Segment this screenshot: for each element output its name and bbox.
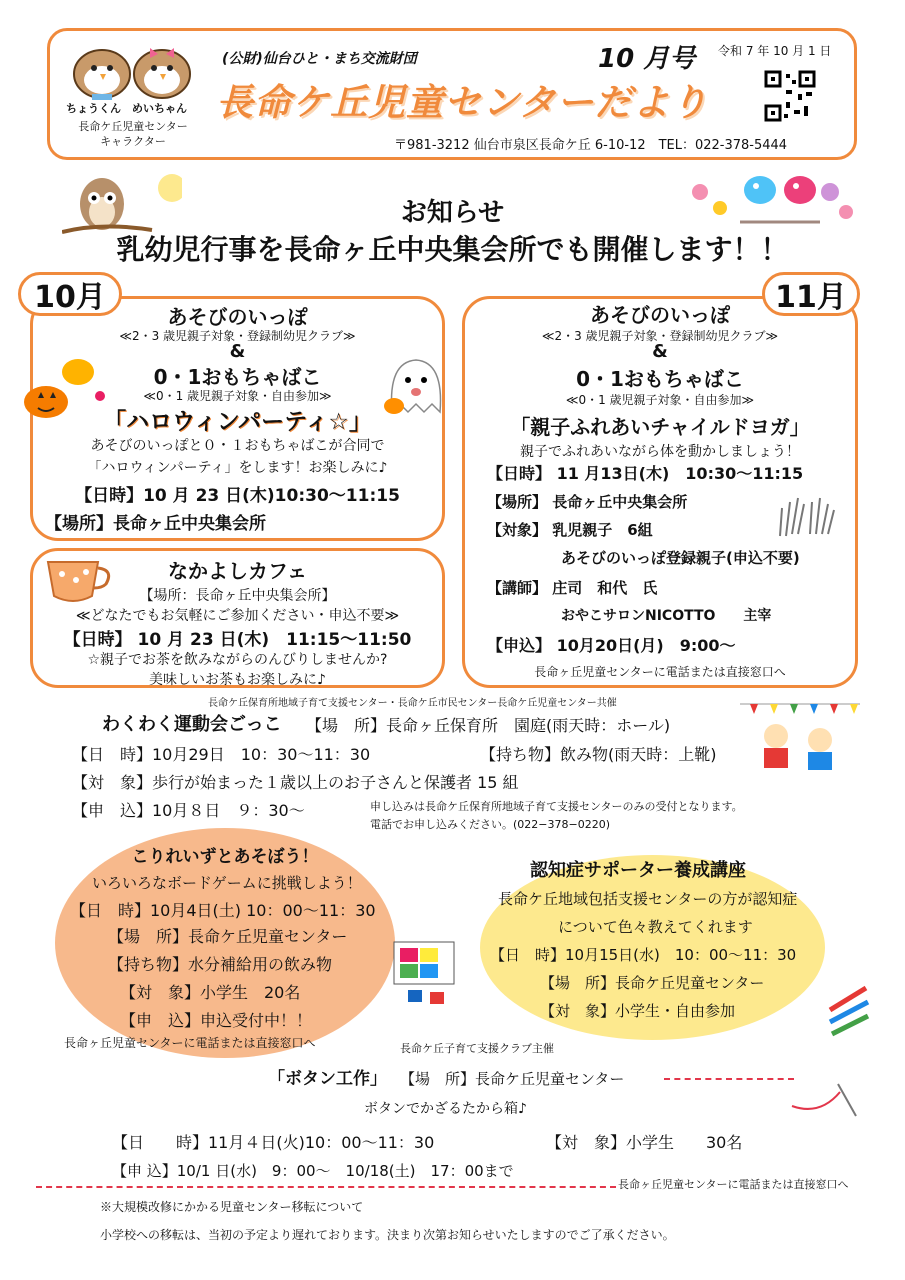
october-club-name: あそびのいっぽ <box>167 305 308 329</box>
sports-apply-note-1: 申し込みは長命ケ丘保育所地域子育て支援センターのみの受付となります。 <box>370 800 743 813</box>
october-ampersand: & <box>229 341 246 362</box>
characters-label-caption: キャラクター <box>100 135 166 148</box>
footer-dashed-line <box>36 1186 616 1188</box>
november-event-title: 「親子ふれあいチャイルドヨガ」 <box>510 415 810 439</box>
october-tab: 10月 <box>18 272 122 316</box>
button-title: 「ボタン工作」 <box>268 1069 387 1089</box>
footer-note-body: 小学校への移転は、当初の予定より遅れております。決まり次第お知らせいたしますのでご了承ください。 <box>100 1228 675 1242</box>
november-toybox-name: 0・1おもちゃばこ <box>576 367 744 391</box>
november-apply: 【申込】 10月20日(月) 9:00～ <box>487 636 736 655</box>
button-apply-note: 長命ヶ丘児童センターに電話または直接窓口へ <box>618 1178 849 1191</box>
korine-place: 【場 所】長命ケ丘児童センター <box>108 927 348 946</box>
november-target-note: あそびのいっぽ登録親子(申込不要) <box>561 549 800 567</box>
button-target: 【対 象】小学生 30名 <box>546 1133 743 1152</box>
korine-apply: 【申 込】申込受付中！！ <box>120 1011 313 1030</box>
halloween-pumpkins-illustration <box>16 352 112 422</box>
pencils-illustration <box>826 980 872 1040</box>
button-sponsor: 長命ケ丘子育て支援クラブ主催 <box>400 1042 554 1055</box>
november-place: 【場所】 長命ヶ丘中央集会所 <box>487 493 688 511</box>
sports-sponsor: 長命ケ丘保育所地域子育て支援センター・長命ケ丘市民センター長命ケ丘児童センター共催 <box>208 698 617 709</box>
korine-time: 【日 時】10月4日(土) 10：00～11：30 <box>70 901 376 920</box>
november-tab: 11月 <box>762 272 860 316</box>
dementia-desc-2: について色々教えてくれます <box>558 918 753 936</box>
november-club-target: ≪2・3 歳児親子対象・登録制幼児クラブ≫ <box>541 329 779 343</box>
dementia-desc-1: 長命ケ丘地域包括支援センターの方が認知症 <box>498 890 798 908</box>
address: 〒981-3212 仙台市泉区長命ケ丘 6-10-12 TEL：022-378-5444 <box>394 138 788 153</box>
puzzle-pieces-illustration <box>392 940 464 1010</box>
cafe-desc-2: 美味しいお茶もお楽しみに♪ <box>149 672 326 688</box>
needle-thread-illustration <box>790 1076 860 1120</box>
november-instructor-org: おやこサロンNICOTTO 主宰 <box>561 608 772 624</box>
october-toybox-target: ≪0・1 歳児親子対象・自由参加≫ <box>143 389 332 403</box>
october-club-target: ≪2・3 歳児親子対象・登録制幼児クラブ≫ <box>119 329 356 343</box>
november-target: 【対象】 乳児親子 6組 <box>487 521 653 539</box>
october-event-title: 「ハロウィンパーティ☆」 <box>103 409 372 435</box>
characters-label-center: 長命ケ丘児童センター <box>78 120 188 133</box>
sports-place: 【場 所】長命ヶ丘保育所 園庭(雨天時：ホール) <box>306 716 671 735</box>
cafe-title: なかよしカフェ <box>168 559 307 583</box>
november-desc: 親子でふれあいながら体を動かしましょう！ <box>520 444 800 460</box>
issue-date: 令和 7 年 10 月 1 日 <box>718 44 832 58</box>
ghost-illustration <box>378 352 452 420</box>
footer-note-title: ※大規模改修にかかる児童センター移転について <box>100 1200 364 1214</box>
korine-bring: 【持ち物】水分補給用の飲み物 <box>108 955 333 974</box>
sports-time: 【日 時】10月29日 10：30～11：30 <box>72 745 371 764</box>
cafe-datetime: 【日時】 10 月 23 日(木) 11:15～11:50 <box>63 630 412 650</box>
button-dashed-line <box>664 1078 794 1080</box>
cafe-place: 【場所：長命ヶ丘中央集会所】 <box>139 588 336 604</box>
dementia-title: 認知症サポーター養成講座 <box>530 860 746 881</box>
november-datetime: 【日時】 11 月13日(木) 10:30～11:15 <box>487 464 804 483</box>
sports-apply-note-2: 電話でお申し込みください。(022−378−0220) <box>370 818 611 831</box>
korine-target: 【対 象】小学生 20名 <box>120 983 301 1002</box>
kids-running-illustration <box>740 696 860 776</box>
characters-label: ちょうくん めいちゃん <box>66 102 187 115</box>
cafe-desc-1: ☆親子でお茶を飲みながらのんびりしませんか? <box>87 652 388 668</box>
sports-apply: 【申 込】10月８日 ９：30～ <box>72 801 305 820</box>
notice-heading: お知らせ <box>400 198 505 228</box>
button-place: 【場 所】長命ケ丘児童センター <box>400 1070 625 1088</box>
korine-desc: いろいろなボードゲームに挑戦しよう！ <box>92 874 362 892</box>
cafe-note: ≪どなたでもお気軽にご参加ください・申込不要≫ <box>75 608 400 624</box>
october-desc-1: あそびのいっぽと０・１おもちゃばこが合同で <box>90 438 385 454</box>
dementia-place: 【場 所】長命ケ丘児童センター <box>540 974 765 992</box>
button-desc: ボタンでかざるたから箱♪ <box>364 1101 527 1117</box>
newsletter-title: 長命ケ丘児童センターだより <box>216 81 709 124</box>
dementia-target: 【対 象】小学生・自由参加 <box>540 1002 736 1020</box>
sports-bring: 【持ち物】飲み物(雨天時：上靴) <box>480 745 717 764</box>
october-desc-2: 「ハロウィンパーティ」をします！お楽しみに♪ <box>87 460 388 476</box>
korine-apply-note: 長命ヶ丘児童センターに電話または直接窓口へ <box>64 1036 316 1050</box>
korine-title: こりれいずとあそぼう！ <box>131 847 319 867</box>
publisher: (公財)仙台ひと・まち交流財団 <box>222 51 417 67</box>
bird-characters-illustration <box>62 38 202 102</box>
dementia-time: 【日 時】10月15日(水) 10：00～11：30 <box>490 946 797 964</box>
notice-headline: 乳幼児行事を長命ヶ丘中央集会所でも開催します！！ <box>116 233 789 266</box>
button-apply: 【申 込】10/1 日(水) 9：00～ 10/18(土) 17：00まで <box>112 1162 514 1180</box>
november-apply-note: 長命ヶ丘児童センターに電話または直接窓口へ <box>534 665 786 679</box>
teacup-icon <box>40 552 120 608</box>
november-ampersand: & <box>652 341 668 362</box>
october-toybox-name: 0・1おもちゃばこ <box>153 365 322 389</box>
issue: 10 月号 <box>598 44 696 74</box>
october-place: 【場所】長命ヶ丘中央集会所 <box>45 514 266 534</box>
sports-target: 【対 象】歩行が始まった１歳以上のお子さんと保護者 15 組 <box>72 773 519 792</box>
october-datetime: 【日時】10 月 23 日(木)10:30～11:15 <box>75 486 400 506</box>
november-toybox-target: ≪0・1 歳児親子対象・自由参加≫ <box>565 393 755 407</box>
sports-title: わくわく運動会ごっこ <box>102 714 282 735</box>
button-time: 【日 時】11月４日(火)10：00～11：30 <box>112 1133 435 1152</box>
qr-code-icon[interactable] <box>764 70 816 122</box>
november-instructor: 【講師】 庄司 和代 氏 <box>487 579 658 597</box>
hands-raised-illustration <box>770 488 840 538</box>
november-club-name: あそびのいっぽ <box>590 303 730 327</box>
